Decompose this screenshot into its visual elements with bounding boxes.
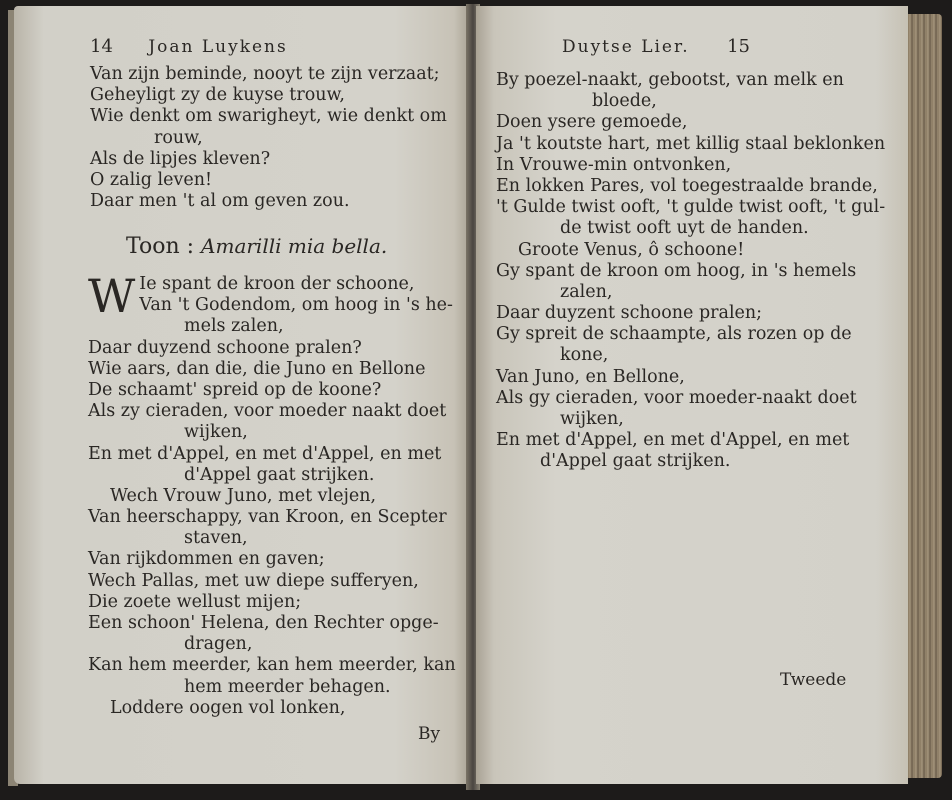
page-block-edge [908, 14, 942, 778]
left-page-number: 14 [90, 36, 113, 57]
left-running-head [90, 36, 288, 57]
text-line: Van 't Godendom, om hoog in 's he- [139, 295, 453, 316]
song-stanza [88, 269, 456, 719]
text-line: Als zy cieraden, voor moeder naakt doet [88, 401, 447, 422]
text-line: wijken, [560, 409, 624, 429]
text-line: Ie spant de kroon der schoone, [139, 274, 415, 294]
text-line: En met d'Appel, en met d'Appel, en met [496, 430, 850, 451]
text-line: Geheyligt zy de kuyse trouw, [90, 85, 345, 106]
right-running-head [562, 36, 750, 57]
drop-cap: W [88, 269, 136, 323]
stanza-end [90, 64, 447, 212]
text-line: Gy spant de kroon om hoog, in 's hemels [496, 260, 857, 281]
text-line: mels zalen, [184, 316, 284, 337]
text-line: wijken, [184, 422, 248, 443]
text-line: Ja 't koutste hart, met killig staal beklonken [496, 133, 886, 154]
text-line: Van Juno, en Bellone, [496, 366, 685, 387]
text-line: By poezel-naakt, gebootst, van melk en [496, 70, 844, 90]
text-line: d'Appel gaat strijken. [540, 451, 731, 472]
text-line: Daar duyzend schoone pralen? [88, 337, 362, 358]
text-line: Van rijkdommen en gaven; [88, 549, 325, 570]
text-line: De schaamt' spreid op de koone? [88, 379, 382, 400]
text-line: hem meerder behagen. [184, 676, 391, 697]
text-line: Als gy cieraden, voor moeder-naakt doet [496, 387, 857, 408]
text-line: Van heerschappy, van Kroon, en Scepter [88, 507, 447, 528]
right-catchword: Tweede [780, 670, 847, 690]
text-line: de twist ooft uyt de handen. [560, 218, 809, 239]
tune-label: Toon : [126, 234, 195, 259]
left-head-title: Joan Luykens [148, 37, 288, 57]
text-line: bloede, [592, 91, 657, 112]
text-line: O zalig leven! [90, 169, 213, 190]
text-line: Een schoon' Helena, den Rechter opge- [88, 613, 439, 633]
text-line: Als de lipjes kleven? [90, 148, 271, 169]
text-line: d'Appel gaat strijken. [184, 464, 375, 485]
tune-name: Amarilli mia bella. [201, 234, 388, 258]
right-page [476, 6, 908, 784]
text-line: Daar duyzent schoone pralen; [496, 303, 763, 324]
text-line: zalen, [560, 281, 613, 302]
text-line: Wech Pallas, met uw diepe sufferyen, [88, 570, 419, 591]
text-line: Groote Venus, ô schoone! [518, 239, 745, 260]
text-line: Loddere oogen vol lonken, [110, 697, 346, 718]
text-line: Kan hem meerder, kan hem meerder, kan [88, 655, 456, 676]
tune-heading [126, 234, 387, 259]
text-line: dragen, [184, 634, 253, 655]
text-line: Daar men 't al om geven zou. [90, 191, 350, 212]
text-line: Van zijn beminde, nooyt te zijn verzaat; [90, 64, 440, 84]
text-line: 't Gulde twist ooft, 't gulde twist ooft, 't gul- [496, 197, 886, 218]
right-head-title: Duytse Lier. [562, 37, 690, 57]
text-line: Doen ysere gemoede, [496, 112, 688, 133]
text-line: Die zoete wellust mijen; [88, 591, 302, 612]
text-line: Wech Vrouw Juno, met vlejen, [110, 485, 377, 506]
text-line: En lokken Pares, vol toegestraalde brande, [496, 175, 878, 196]
text-line: En met d'Appel, en met d'Appel, en met [88, 443, 442, 464]
text-line: staven, [184, 528, 248, 549]
right-page-number: 15 [727, 36, 750, 57]
text-line: Wie denkt om swarigheyt, wie denkt om [90, 106, 447, 127]
left-catchword: By [418, 724, 441, 744]
text-line: rouw, [154, 127, 203, 148]
text-line: kone, [560, 345, 609, 366]
text-line: Gy spreit de schaampte, als rozen op de [496, 324, 852, 345]
left-page [14, 6, 470, 784]
right-stanza [496, 70, 885, 473]
text-line: In Vrouwe-min ontvonken, [496, 154, 732, 175]
text-line: Wie aars, dan die, die Juno en Bellone [88, 358, 426, 379]
